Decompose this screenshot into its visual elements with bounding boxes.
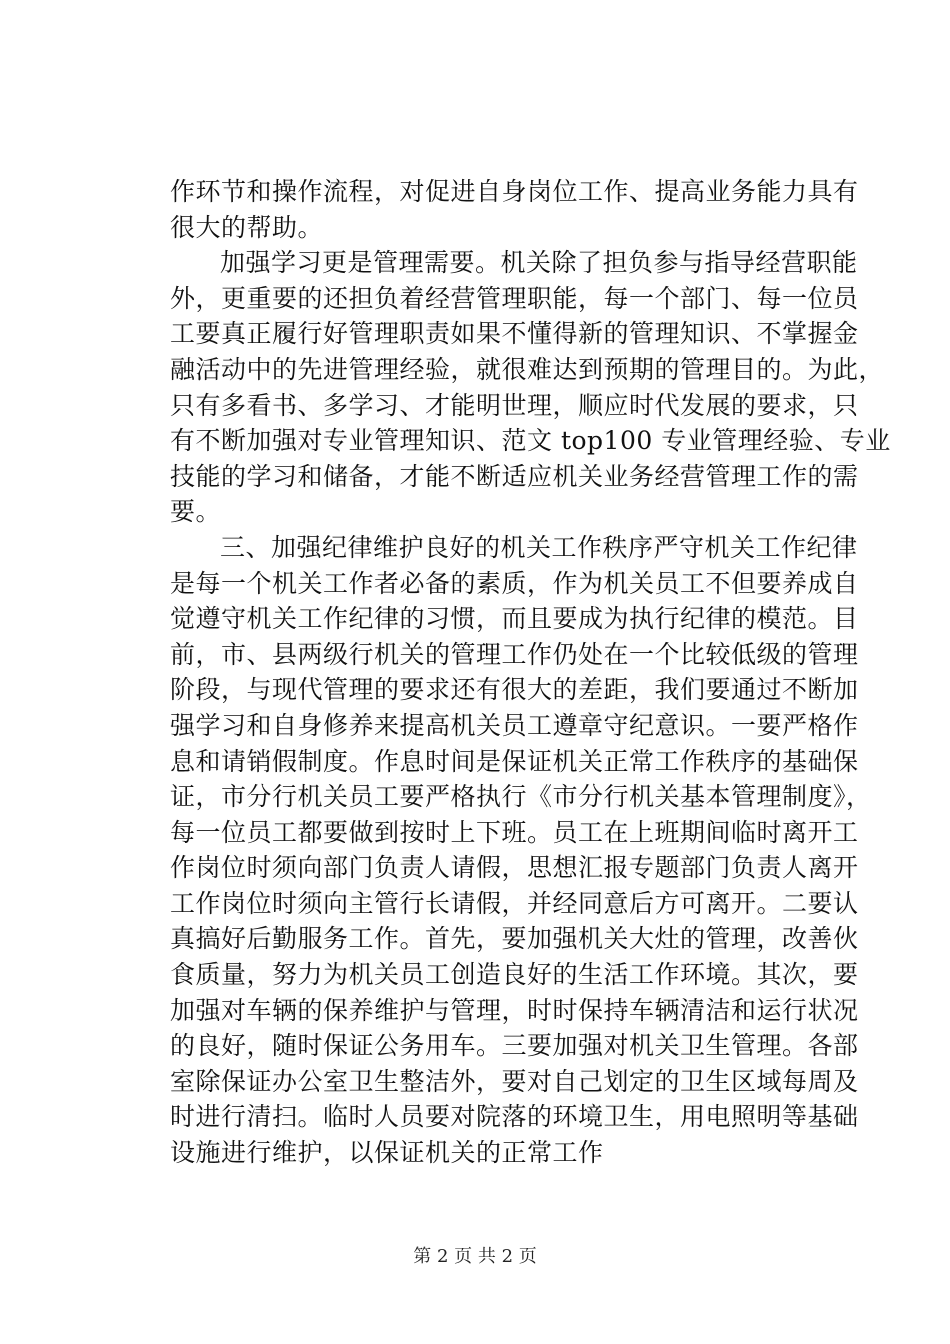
text-line: 技能的学习和储备，才能不断适应机关业务经营管理工作的需 xyxy=(170,461,859,491)
text-line: 的良好，随时保证公务用车。三要加强对机关卫生管理。各部 xyxy=(170,1031,859,1061)
text-line: 证，市分行机关员工要严格执行《市分行机关基本管理制度》， xyxy=(170,782,872,812)
text-line: 工作岗位时须向主管行长请假，并经同意后方可离开。二要认 xyxy=(170,888,859,918)
text-line: 食质量，努力为机关员工创造良好的生活工作环境。其次，要 xyxy=(170,960,859,990)
text-line: 作环节和操作流程，对促进自身岗位工作、提高业务能力具有 xyxy=(170,177,859,206)
text-line: 只有多看书、多学习、才能明世理，顺应时代发展的要求，只 xyxy=(170,390,859,420)
text-line: 设施进行维护，以保证机关的正常工作 xyxy=(170,1138,604,1168)
text-line: 融活动中的先进管理经验，就很难达到预期的管理目的。为此， xyxy=(170,354,885,384)
text-line: 真搞好后勤服务工作。首先，要加强机关大灶的管理，改善伙 xyxy=(170,924,859,954)
text-line: 是每一个机关工作者必备的素质，作为机关员工不但要养成自 xyxy=(170,568,859,598)
page-number-footer: 第 2 页 共 2 页 xyxy=(413,1246,537,1267)
text-line: 前，市、县两级行机关的管理工作仍处在一个比较低级的管理 xyxy=(170,639,859,669)
text-line: 有不断加强对专业管理知识、范文 top100 专业管理经验、专业 xyxy=(170,426,891,456)
document-body xyxy=(170,174,891,1171)
text-line: 加强对车辆的保养维护与管理，时时保持车辆清洁和运行状况 xyxy=(170,995,859,1025)
text-line: 作岗位时须向部门负责人请假，思想汇报专题部门负责人离开 xyxy=(170,853,859,883)
text-line: 觉遵守机关工作纪律的习惯，而且要成为执行纪律的模范。目 xyxy=(170,604,859,634)
text-line: 强学习和自身修养来提高机关员工遵章守纪意识。一要严格作 xyxy=(170,710,859,740)
text-line: 三、加强纪律维护良好的机关工作秩序严守机关工作纪律 xyxy=(220,532,858,562)
text-line: 很大的帮助。 xyxy=(170,212,324,242)
text-line: 加强学习更是管理需要。机关除了担负参与指导经营职能 xyxy=(220,248,858,278)
text-line: 室除保证办公室卫生整洁外，要对自己划定的卫生区域每周及 xyxy=(170,1066,859,1096)
text-line: 外，更重要的还担负着经营管理职能，每一个部门、每一位员 xyxy=(170,283,859,313)
text-line: 时进行清扫。临时人员要对院落的环境卫生，用电照明等基础 xyxy=(170,1102,859,1132)
text-line: 工要真正履行好管理职责如果不懂得新的管理知识、不掌握金 xyxy=(170,319,859,349)
text-line: 阶段，与现代管理的要求还有很大的差距，我们要通过不断加 xyxy=(170,675,859,705)
text-line: 息和请销假制度。作息时间是保证机关正常工作秩序的基础保 xyxy=(170,746,859,776)
text-line: 要。 xyxy=(170,497,222,527)
text-line: 每一位员工都要做到按时上下班。员工在上班期间临时离开工 xyxy=(170,817,859,847)
